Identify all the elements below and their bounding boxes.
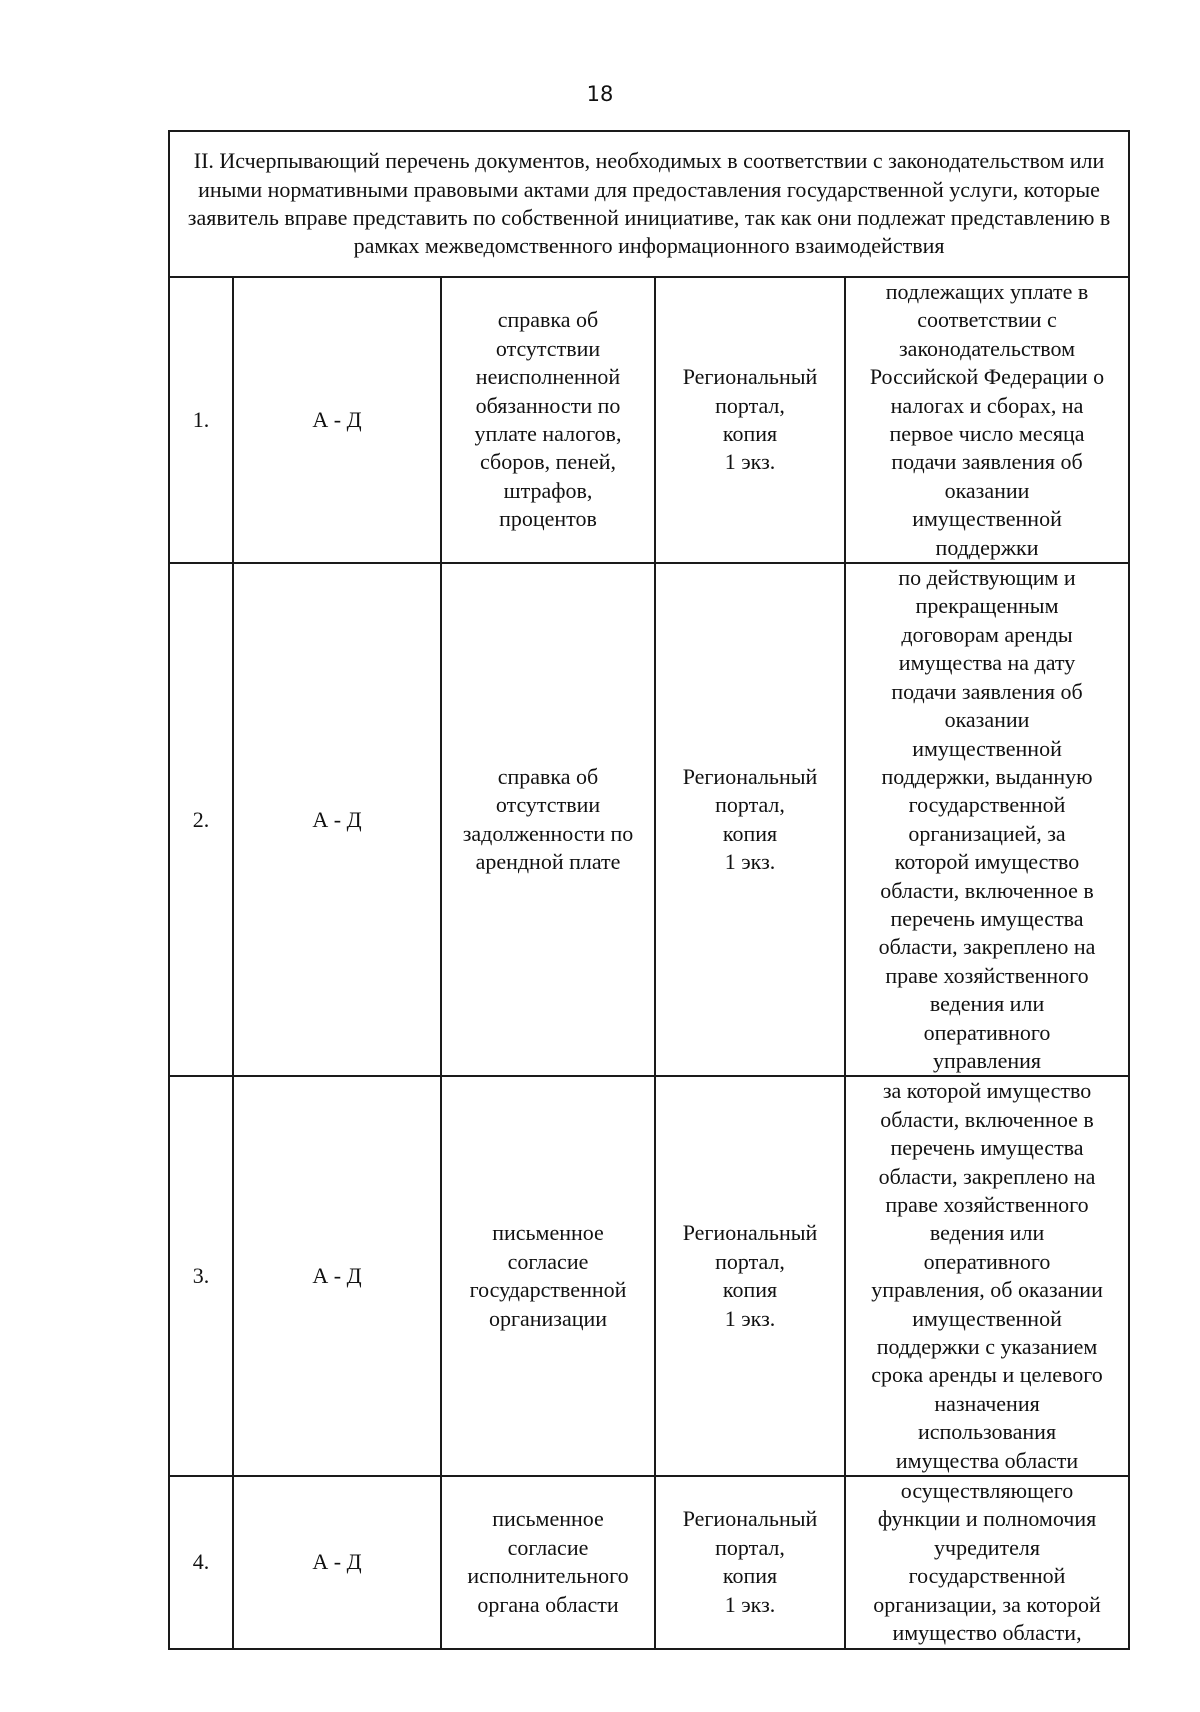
applicant-category: А - Д <box>233 563 441 1076</box>
document-conditions: осуществляющего функции и полномочия учредителя государственной организации, за которой имущество области, <box>845 1476 1129 1648</box>
applicant-category: А - Д <box>233 1076 441 1476</box>
submission-form: Региональный портал, копия 1 экз. <box>655 1476 845 1648</box>
document-name: письменное согласие государственной организации <box>441 1076 655 1476</box>
section-title: II. Исчерпывающий перечень документов, необходимых в соответствии с законодательством или иными нормативными правовыми актами для предоставления государственной услуги, которые заявитель вправе представить по собственной инициативе, так как они подлежат представлению в рамках межведомственного информационного взаимодействия <box>169 131 1129 277</box>
table-row <box>169 277 1129 563</box>
section-header-row <box>169 131 1129 277</box>
row-number: 2. <box>169 563 233 1076</box>
table-row <box>169 1076 1129 1476</box>
row-number: 1. <box>169 277 233 563</box>
document-conditions: подлежащих уплате в соответствии с законодательством Российской Федерации о налогах и сборах, на первое число месяца подачи заявления об оказании имущественной поддержки <box>845 277 1129 563</box>
row-number: 3. <box>169 1076 233 1476</box>
document-name: справка об отсутствии задолженности по арендной плате <box>441 563 655 1076</box>
submission-form: Региональный портал, копия 1 экз. <box>655 563 845 1076</box>
table-row <box>169 563 1129 1076</box>
documents-table <box>168 130 1130 1650</box>
document-name: справка об отсутствии неисполненной обязанности по уплате налогов, сборов, пеней, штрафов, процентов <box>441 277 655 563</box>
table-row <box>169 1476 1129 1648</box>
document-conditions: за которой имущество области, включенное в перечень имущества области, закреплено на праве хозяйственного ведения или оперативного управления, об оказании имущественной поддержки с указанием срока аренды и целевого назначения использования имущества области <box>845 1076 1129 1476</box>
applicant-category: А - Д <box>233 1476 441 1648</box>
document-name: письменное согласие исполнительного органа области <box>441 1476 655 1648</box>
row-number: 4. <box>169 1476 233 1648</box>
document-conditions: по действующим и прекращенным договорам аренды имущества на дату подачи заявления об оказании имущественной поддержки, выданную государственной организацией, за которой имущество области, включенное в перечень имущества области, закреплено на праве хозяйственного ведения или оперативного управления <box>845 563 1129 1076</box>
submission-form: Региональный портал, копия 1 экз. <box>655 1076 845 1476</box>
applicant-category: А - Д <box>233 277 441 563</box>
submission-form: Региональный портал, копия 1 экз. <box>655 277 845 563</box>
page-number: 18 <box>586 82 614 106</box>
